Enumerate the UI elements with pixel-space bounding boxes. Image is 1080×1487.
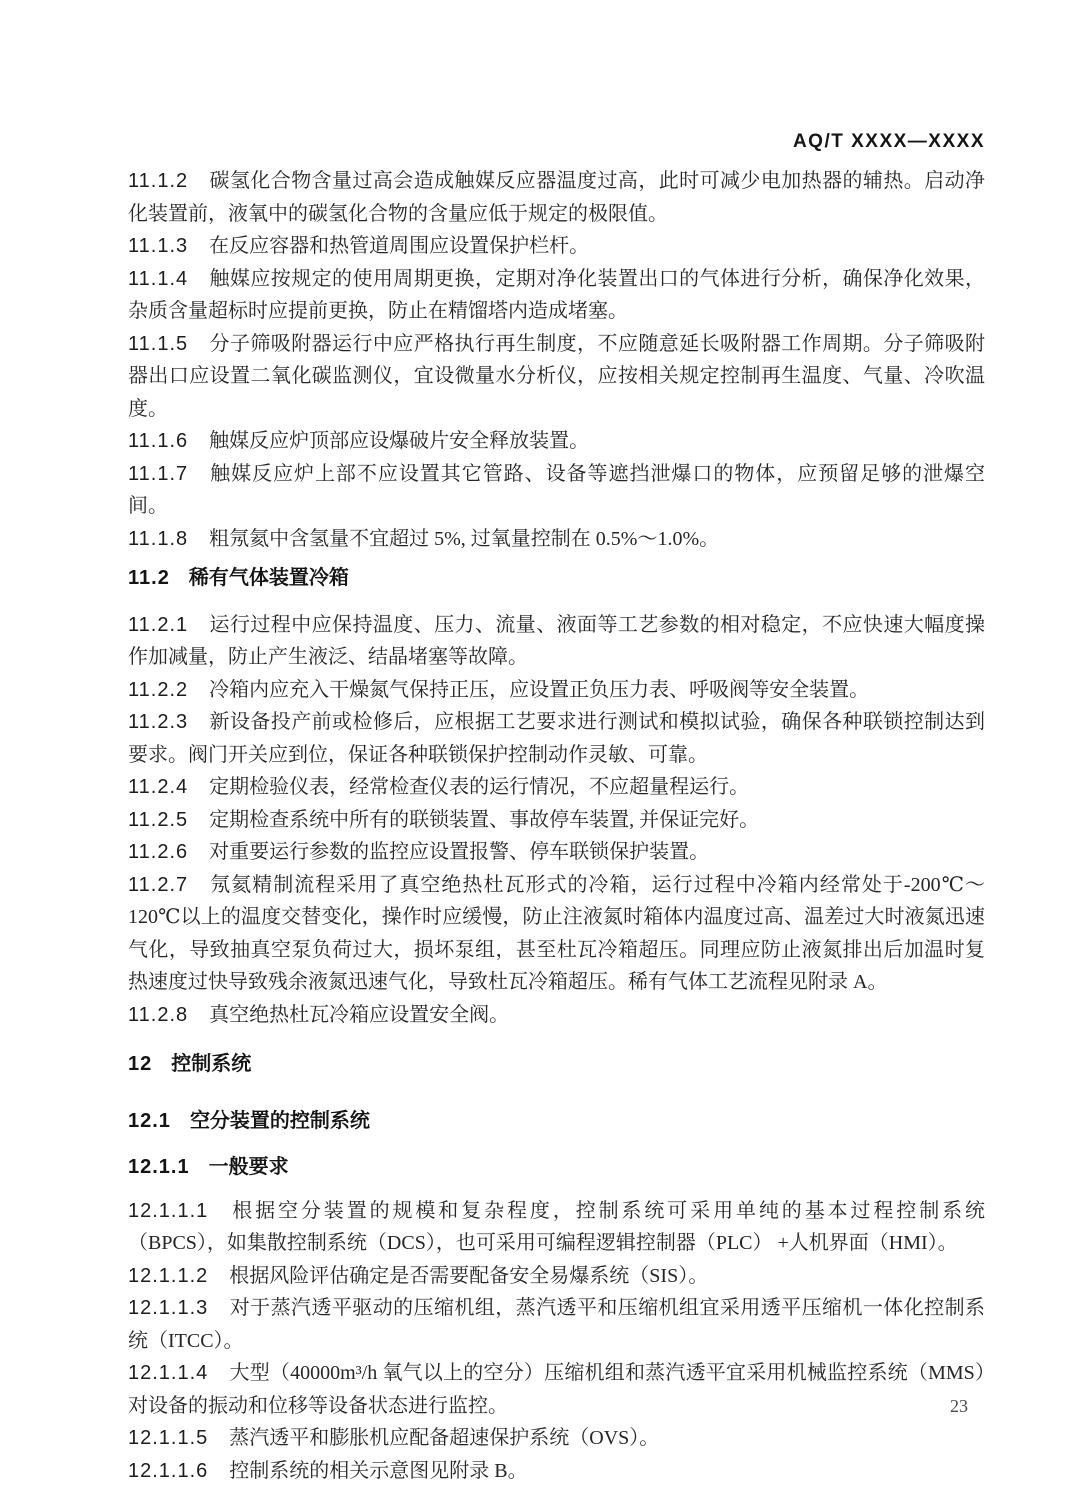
clause-text: 真空绝热杜瓦冷箱应设置安全阀。 — [209, 1004, 509, 1026]
clause-number: 12.1.1.4 — [128, 1362, 208, 1384]
clause-number: 11.1.3 — [128, 235, 188, 257]
clause-text: 大型（40000m³/h 氧气以上的空分）压缩机组和蒸汽透平宜采用机械监控系统（MMS）对设备的振动和位移等设备状态进行监控。 — [128, 1362, 985, 1417]
clause-number: 11.1.8 — [128, 528, 188, 550]
clause-text: 定期检查系统中所有的联锁装置、事故停车装置, 并保证完好。 — [209, 809, 759, 831]
clause — [128, 999, 985, 1032]
clause — [128, 263, 985, 328]
clause-text: 触媒反应炉上部不应设置其它管路、设备等遮挡泄爆口的物体，应预留足够的泄爆空间。 — [128, 463, 985, 518]
clause — [128, 1455, 985, 1487]
section-heading — [128, 1151, 985, 1184]
clause-number: 11.2.1 — [128, 614, 188, 636]
clause-text: 在反应容器和热管道周围应设置保护栏杆。 — [209, 235, 589, 257]
clause — [128, 609, 985, 674]
clause-number: 11.2.3 — [128, 711, 188, 733]
clause-number: 11.2.8 — [128, 1004, 188, 1026]
clause-text: 新设备投产前或检修后，应根据工艺要求进行测试和模拟试验，确保各种联锁控制达到要求。阀门开关应到位，保证各种联锁保护控制动作灵敏、可靠。 — [128, 711, 985, 766]
clause-text: 控制系统的相关示意图见附录 B。 — [229, 1460, 527, 1482]
clause-text: 触媒应按规定的使用周期更换，定期对净化装置出口的气体进行分析，确保净化效果，杂质含量超标时应提前更换，防止在精馏塔内造成堵塞。 — [128, 268, 985, 323]
section-heading — [128, 1048, 985, 1081]
clause — [128, 1260, 985, 1293]
clause-number: 12.1.1.5 — [128, 1427, 208, 1449]
clause — [128, 706, 985, 771]
clause-text: 根据风险评估确定是否需要配备安全易爆系统（SIS）。 — [229, 1265, 708, 1287]
clause — [128, 1195, 985, 1260]
section-heading-text: 控制系统 — [171, 1053, 251, 1075]
clause — [128, 836, 985, 869]
clause — [128, 1422, 985, 1455]
clause — [128, 165, 985, 230]
section-heading — [128, 562, 985, 595]
clause — [128, 230, 985, 263]
section-heading — [128, 1105, 985, 1138]
clause-number: 11.2.2 — [128, 679, 188, 701]
clause-text: 根据空分装置的规模和复杂程度，控制系统可采用单纯的基本过程控制系统（BPCS），如集散控制系统（DCS），也可采用可编程逻辑控制器（PLC） +人机界面（HMI）。 — [128, 1200, 985, 1255]
clause-text: 冷箱内应充入干燥氮气保持正压，应设置正负压力表、呼吸阀等安全装置。 — [209, 679, 869, 701]
clause-number: 11.2 — [128, 567, 170, 589]
clause-text: 氖氦精制流程采用了真空绝热杜瓦形式的冷箱，运行过程中冷箱内经常处于-200℃～120℃以上的温度交替变化，操作时应缓慢，防止注液氮时箱体内温度过高、温差过大时液氮迅速气化，导致抽真空泵负荷过大，损坏泵组，甚至杜瓦冷箱超压。同理应防止液氮排出后加温时复热速度过快导致残余液氮迅速气化，导致杜瓦冷箱超压。稀有气体工艺流程见附录 A。 — [128, 874, 985, 994]
clause-text: 蒸汽透平和膨胀机应配备超速保护系统（OVS）。 — [229, 1427, 659, 1449]
clause-number: 11.1.7 — [128, 463, 188, 485]
clause-number: 11.1.6 — [128, 430, 188, 452]
clause — [128, 674, 985, 707]
page-number: 23 — [950, 1396, 968, 1416]
clause-number: 11.1.5 — [128, 333, 188, 355]
section-heading-text: 空分装置的控制系统 — [190, 1110, 370, 1132]
clause-number: 12.1 — [128, 1110, 171, 1132]
clause — [128, 804, 985, 837]
clause — [128, 425, 985, 458]
clause-text: 触媒反应炉顶部应设爆破片安全释放装置。 — [209, 430, 589, 452]
section-heading-text: 稀有气体装置冷箱 — [189, 567, 349, 589]
section-heading-text: 一般要求 — [209, 1156, 289, 1178]
page-header — [128, 131, 985, 153]
clause-number: 11.2.5 — [128, 809, 188, 831]
clause-number: 12.1.1.3 — [128, 1297, 208, 1319]
clause-text: 对于蒸汽透平驱动的压缩机组，蒸汽透平和压缩机组宜采用透平压缩机一体化控制系统（ITCC）。 — [128, 1297, 985, 1352]
clause-number: 12.1.1.6 — [128, 1460, 208, 1482]
clause-text: 碳氢化合物含量过高会造成触媒反应器温度过高，此时可减少电加热器的辅热。启动净化装置前，液氧中的碳氢化合物的含量应低于规定的极限值。 — [128, 170, 985, 225]
clause-number: 11.1.2 — [128, 170, 188, 192]
clause-number: 11.1.4 — [128, 268, 188, 290]
page-footer — [128, 1396, 968, 1417]
document-body — [128, 165, 985, 1487]
clause-number: 12.1.1 — [128, 1156, 190, 1178]
clause-text: 定期检验仪表，经常检查仪表的运行情况，不应超量程运行。 — [209, 776, 749, 798]
clause-number: 12 — [128, 1053, 152, 1075]
clause-text: 对重要运行参数的监控应设置报警、停车联锁保护装置。 — [209, 841, 709, 863]
clause-number: 11.2.6 — [128, 841, 188, 863]
clause-text: 粗氖氦中含氢量不宜超过 5%, 过氧量控制在 0.5%～1.0%。 — [209, 528, 719, 550]
clause — [128, 1292, 985, 1357]
clause — [128, 458, 985, 523]
standard-code: AQ/T XXXX—XXXX — [793, 131, 985, 152]
clause-number: 12.1.1.1 — [128, 1200, 208, 1222]
clause-number: 11.2.7 — [128, 874, 188, 896]
clause-text: 运行过程中应保持温度、压力、流量、液面等工艺参数的相对稳定，不应快速大幅度操作加减量，防止产生液泛、结晶堵塞等故障。 — [128, 614, 985, 669]
clause-text: 分子筛吸附器运行中应严格执行再生制度，不应随意延长吸附器工作周期。分子筛吸附器出口应设置二氧化碳监测仪，宜设微量水分析仪，应按相关规定控制再生温度、气量、冷吹温度。 — [128, 333, 985, 420]
clause — [128, 523, 985, 556]
clause — [128, 869, 985, 999]
clause — [128, 328, 985, 426]
clause — [128, 771, 985, 804]
clause-number: 12.1.1.2 — [128, 1265, 208, 1287]
clause-number: 11.2.4 — [128, 776, 188, 798]
